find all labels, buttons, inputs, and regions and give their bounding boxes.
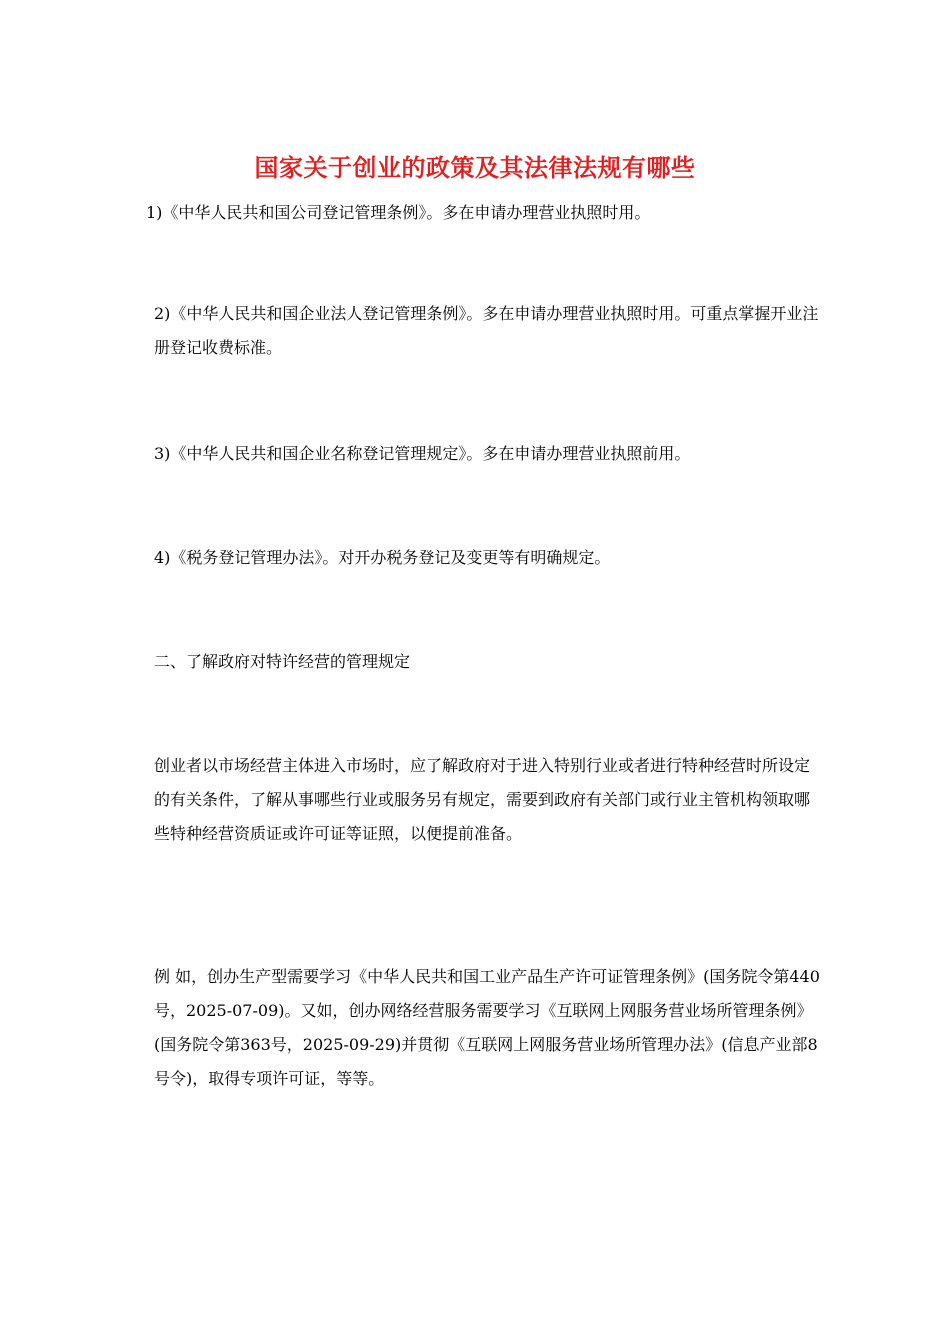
paragraph-4: 4)《税务登记管理办法》。对开办税务登记及变更等有明确规定。 xyxy=(154,548,611,567)
paragraph-1: 1)《中华人民共和国公司登记管理条例》。多在申请办理营业执照时用。 xyxy=(146,203,651,222)
document-title: 国家关于创业的政策及其法律法规有哪些 xyxy=(254,153,696,182)
paragraph-6: 例 如，创办生产型需要学习《中华人民共和国工业产品生产许可证管理条例》(国务院令第440号，2025-07-09)。又如，创办网络经营服务需要学习《互联网上网服务营业场所管理条例》(国务院令第363号，2025-09-29)并贯彻《互联网上网服务营业场所管理办法》(信息产业部8号令)，取得专项许可证，等等。 xyxy=(154,967,820,1088)
paragraph-2: 2)《中华人民共和国企业法人登记管理条例》。多在申请办理营业执照时用。可重点掌握开业注册登记收费标准。 xyxy=(154,304,819,357)
section-heading-2: 二、了解政府对特许经营的管理规定 xyxy=(154,652,411,671)
paragraph-3: 3)《中华人民共和国企业名称登记管理规定》。多在申请办理营业执照前用。 xyxy=(154,444,691,463)
paragraph-5: 创业者以市场经营主体进入市场时，应了解政府对于进入特别行业或者进行特种经营时所设定的有关条件，了解从事哪些行业或服务另有规定，需要到政府有关部门或行业主管机构领取哪些特种经营资质证或许可证等证照，以便提前准备。 xyxy=(154,756,811,843)
